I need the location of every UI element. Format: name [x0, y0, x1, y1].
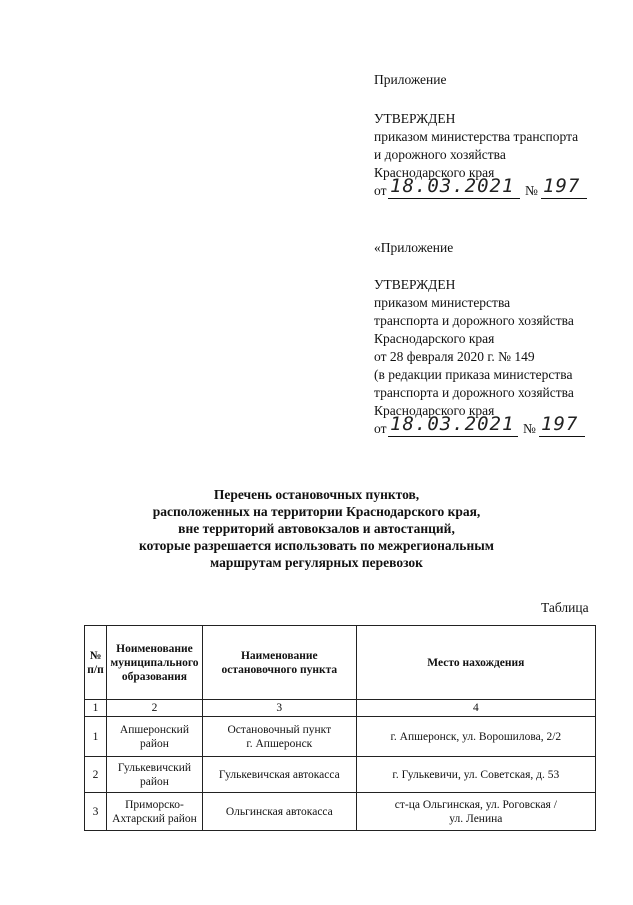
appendix-label: «Приложение: [374, 240, 454, 255]
stop-name-cell: [202, 793, 356, 831]
column-number: 4: [356, 700, 595, 717]
location-cell: [356, 717, 595, 757]
order-text-line: транспорта и дорожного хозяйства: [374, 313, 574, 328]
cell-text: г. Гулькевичи, ул. Советская, д. 53: [392, 768, 560, 781]
header-text: Наименование: [240, 649, 318, 662]
header-text: образования: [121, 670, 188, 683]
header-stop-name: [202, 626, 356, 700]
cell-text: ул. Ленина: [449, 812, 503, 825]
header-text: муниципального: [110, 656, 199, 669]
document-title-line: расположенных на территории Краснодарского края,: [152, 504, 481, 519]
cell-text: район: [140, 737, 169, 750]
cell-text: Гулькевичская автокасса: [218, 768, 340, 781]
location-cell: [356, 793, 595, 831]
header-text: п/п: [87, 663, 104, 676]
order-text-line: и дорожного хозяйства: [374, 147, 506, 162]
order-text-line: Краснодарского края: [374, 165, 495, 180]
from-label: от: [374, 183, 387, 198]
stop-name-cell: [202, 717, 356, 757]
stops-table: [84, 625, 596, 831]
location-cell: [356, 757, 595, 793]
table-label: Таблица: [541, 600, 589, 615]
handwritten-number: 197: [543, 175, 581, 197]
header-location: Место нахождения: [356, 626, 595, 700]
appendix-label: Приложение: [374, 72, 447, 87]
cell-text: Апшеронский: [119, 723, 189, 736]
order-text-line: Краснодарского края: [374, 403, 495, 418]
municipality-cell: [106, 717, 202, 757]
cell-text: район: [140, 775, 169, 788]
column-number: 2: [106, 700, 202, 717]
header-number: [85, 626, 107, 700]
order-text-line: Краснодарского края: [374, 331, 495, 346]
cell-text: г. Апшеронск, ул. Ворошилова, 2/2: [390, 730, 562, 743]
order-text-line: приказом министерства: [374, 295, 511, 310]
date-field: [388, 413, 518, 437]
table-row: [85, 717, 596, 757]
row-number: 1: [85, 717, 107, 757]
order-text-line: приказом министерства транспорта: [374, 129, 579, 144]
document-title-line: вне территорий автовокзалов и автостанций,: [178, 521, 455, 536]
cell-text: г. Апшеронск: [246, 737, 313, 750]
row-number: 3: [85, 793, 107, 831]
document-title-line: маршрутам регулярных перевозок: [210, 555, 423, 570]
table-row: [85, 757, 596, 793]
number-label: №: [523, 421, 536, 436]
cell-text: Ахтарский район: [112, 812, 197, 825]
cell-text: ст-ца Ольгинская, ул. Роговская /: [394, 798, 557, 811]
header-text: остановочного пункта: [221, 663, 338, 676]
column-number: 3: [202, 700, 356, 717]
header-text: Ноименование: [116, 642, 193, 655]
table-header-row: [85, 626, 596, 700]
header-municipality: [106, 626, 202, 700]
order-text-line: транспорта и дорожного хозяйства: [374, 385, 574, 400]
cell-text: Ольгинская автокасса: [225, 805, 333, 818]
from-label: от: [374, 421, 387, 436]
date-field: [388, 175, 520, 199]
cell-text: Гулькевичский: [117, 761, 192, 774]
municipality-cell: [106, 793, 202, 831]
document-title-line: которые разрешается использовать по межрегиональным: [139, 538, 494, 553]
number-field: [541, 175, 587, 199]
row-number: 2: [85, 757, 107, 793]
number-label: №: [525, 183, 538, 198]
order-text-line: от 28 февраля 2020 г. № 149: [374, 349, 535, 364]
column-numbers-row: [85, 700, 596, 717]
stop-name-cell: [202, 757, 356, 793]
cell-text: Остановочный пункт: [227, 723, 332, 736]
header-text: №: [89, 649, 102, 662]
number-field: [539, 413, 585, 437]
order-text-line: (в редакции приказа министерства: [374, 367, 573, 382]
handwritten-number: 197: [541, 413, 579, 435]
handwritten-date: 18.03.2021: [390, 175, 515, 197]
column-number: 1: [85, 700, 107, 717]
municipality-cell: [106, 757, 202, 793]
document-title-line: Перечень остановочных пунктов,: [213, 487, 420, 502]
approved-label: УТВЕРЖДЕН: [374, 277, 456, 292]
cell-text: Приморско-: [125, 798, 184, 811]
approved-label: УТВЕРЖДЕН: [374, 111, 456, 126]
handwritten-date: 18.03.2021: [390, 413, 515, 435]
table-row: [85, 793, 596, 831]
